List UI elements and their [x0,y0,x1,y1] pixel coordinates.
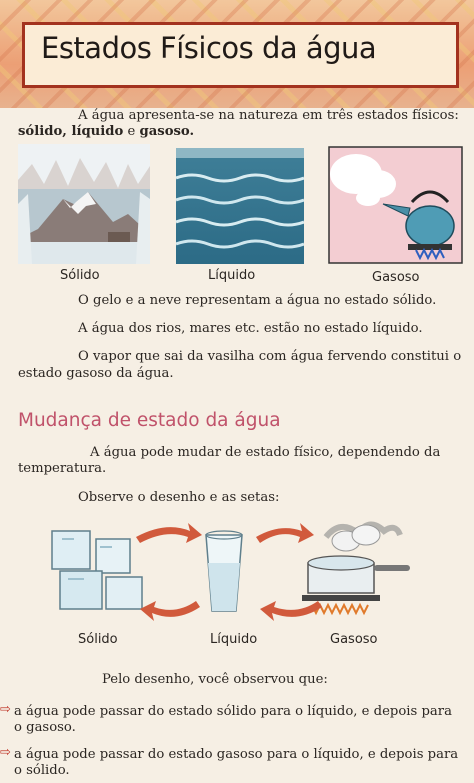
solid-image [18,144,150,264]
arrow-gas-to-liquid [260,601,322,621]
caption-liquid: Líquido [208,268,256,283]
fact-solid: O gelo e a neve representam a água no estado sólido. [78,293,437,308]
observation-text: Pelo desenho, você observou que: [102,672,328,687]
title-box [22,22,459,88]
caption-solid: Sólido [60,268,100,283]
liquid-image [176,148,304,264]
decorative-header [0,0,474,108]
fact-liquid: A água dos rios, mares etc. estão no estado líquido. [78,321,423,336]
hand-pointer-icon: ⇨ [0,702,11,717]
boiling-pan-icon [302,524,410,613]
bullet-1-line-2: o gasoso. [14,720,76,735]
page-title: Estados Físicos da água [41,31,377,65]
glass-icon [206,531,242,611]
diagram-caption-gas: Gasoso [330,632,378,647]
diagram-caption-liquid: Líquido [210,632,258,647]
arrow-liquid-to-solid [140,601,200,621]
hand-pointer-icon: ⇨ [0,745,11,760]
section-title: Mudança de estado da água [18,410,281,431]
intro-line-2 [18,123,194,140]
arrow-solid-to-liquid [136,523,202,543]
intro-bold: sólido, líquido [18,124,124,139]
arrow-liquid-to-gas [256,523,314,543]
caption-gas: Gasoso [372,270,420,285]
section-para-line-2: temperatura. [18,461,107,476]
state-change-diagram [40,515,460,627]
fact-gas-line-2: estado gasoso da água. [18,366,174,381]
bullet-1-line-1: a água pode passar do estado sólido para o líquido, e depois para [14,704,452,719]
bullet-2-line-2: o sólido. [14,763,70,778]
gas-image [328,146,463,264]
intro-end: gasoso. [139,124,195,139]
diagram-caption-solid: Sólido [78,632,118,647]
observe-text: Observe o desenho e as setas: [78,490,280,505]
bullet-2-line-1: a água pode passar do estado gasoso para o líquido, e depois para [14,747,459,762]
section-para-line-1: A água pode mudar de estado físico, dependendo da [90,445,441,460]
fact-gas-line-1: O vapor que sai da vasilha com água fervendo constitui o [78,349,462,364]
intro-line-1: A água apresenta-se na natureza em três estados físicos: [78,108,459,123]
intro-conj: e [127,124,136,139]
ice-cubes-icon [52,531,142,609]
